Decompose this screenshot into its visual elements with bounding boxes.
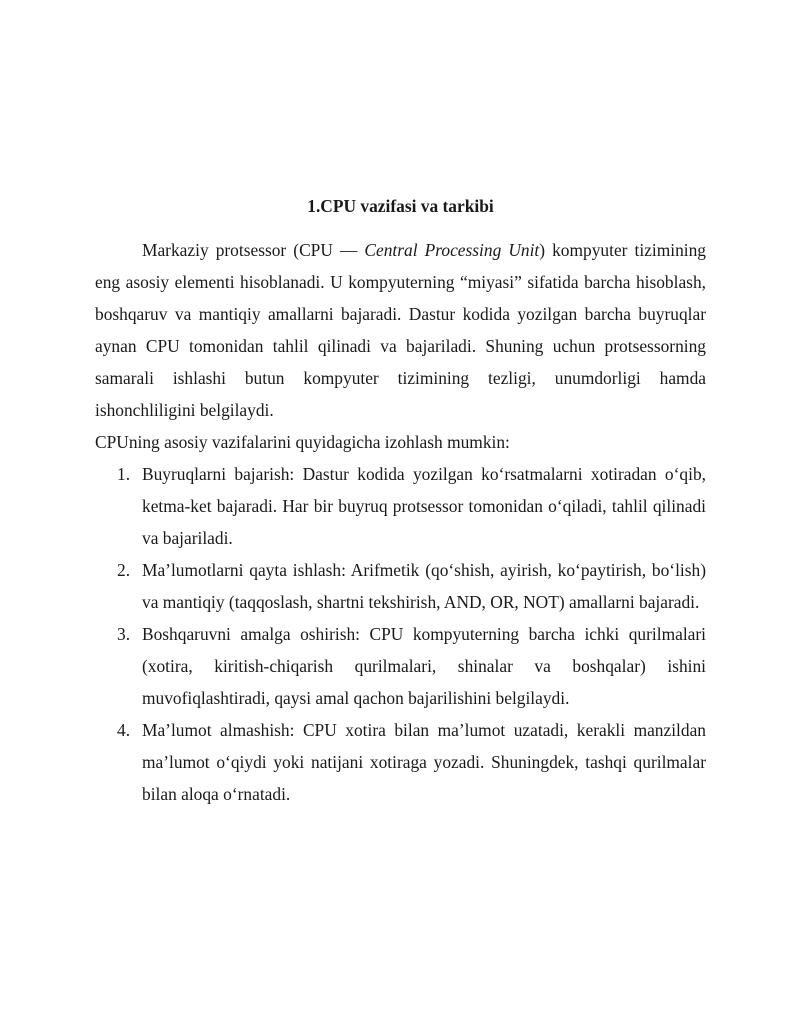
list-item-number: 2. <box>117 560 131 580</box>
list-item <box>95 618 706 714</box>
list-intro: CPUning asosiy vazifalarini quyidagicha izohlash mumkin: <box>95 432 510 452</box>
list-item-text: Buyruqlarni bajarish: Dastur kodida yozilgan ko‘rsatmalarni xotiradan o‘qib, ketma-ket bajaradi. Har bir buyruq protsessor tomonidan o‘qiladi, tahlil qilinadi va bajariladi. <box>142 464 706 548</box>
list-item <box>95 714 706 810</box>
paragraph-text-rest: ) kompyuter tizimining eng asosiy elementi hisoblanadi. U kompyuterning “miyasi” sifatida barcha hisoblash, boshqaruv va mantiqiy amallarni bajaradi. Dastur kodida yozilgan barcha buyruqlar aynan CPU tomonidan tahlil qilinadi va bajariladi. Shuning uchun protsessorning samarali ishlashi butun kompyuter tizimining tezligi, unumdorligi hamda ishonchliligini belgilaydi. <box>95 240 707 420</box>
list-item-text: Ma’lumot almashish: CPU xotira bilan ma’lumot uzatadi, kerakli manzildan ma’lumot o‘qiydi yoki natijani xotiraga yozadi. Shuningdek, tashqi qurilmalar bilan aloqa o‘rnatadi. <box>142 720 706 804</box>
list-item-number: 4. <box>117 720 131 740</box>
paragraph-italic-term: Central Processing Unit <box>364 240 540 260</box>
list-item-text: Ma’lumotlarni qayta ishlash: Arifmetik (qo‘shish, ayirish, ko‘paytirish, bo‘lish) va mantiqiy (taqqoslash, shartni tekshirish, AND, OR, NOT) amallarni bajaradi. <box>142 560 706 612</box>
list-item <box>95 458 706 554</box>
list-item-number: 3. <box>117 624 131 644</box>
list-item <box>95 554 706 618</box>
intro-paragraph <box>95 234 706 426</box>
paragraph-text-start: Markaziy protsessor (CPU — <box>142 240 365 260</box>
document-body <box>95 192 706 810</box>
list-item-text: Boshqaruvni amalga oshirish: CPU kompyuterning barcha ichki qurilmalari (xotira, kiritish-chiqarish qurilmalari, shinalar va boshqalar) ishini muvofiqlashtiradi, qaysi amal qachon bajarilishini belgilaydi. <box>142 624 706 708</box>
section-title: 1.CPU vazifasi va tarkibi <box>307 196 494 216</box>
list-item-number: 1. <box>117 464 131 484</box>
functions-list <box>95 458 706 810</box>
